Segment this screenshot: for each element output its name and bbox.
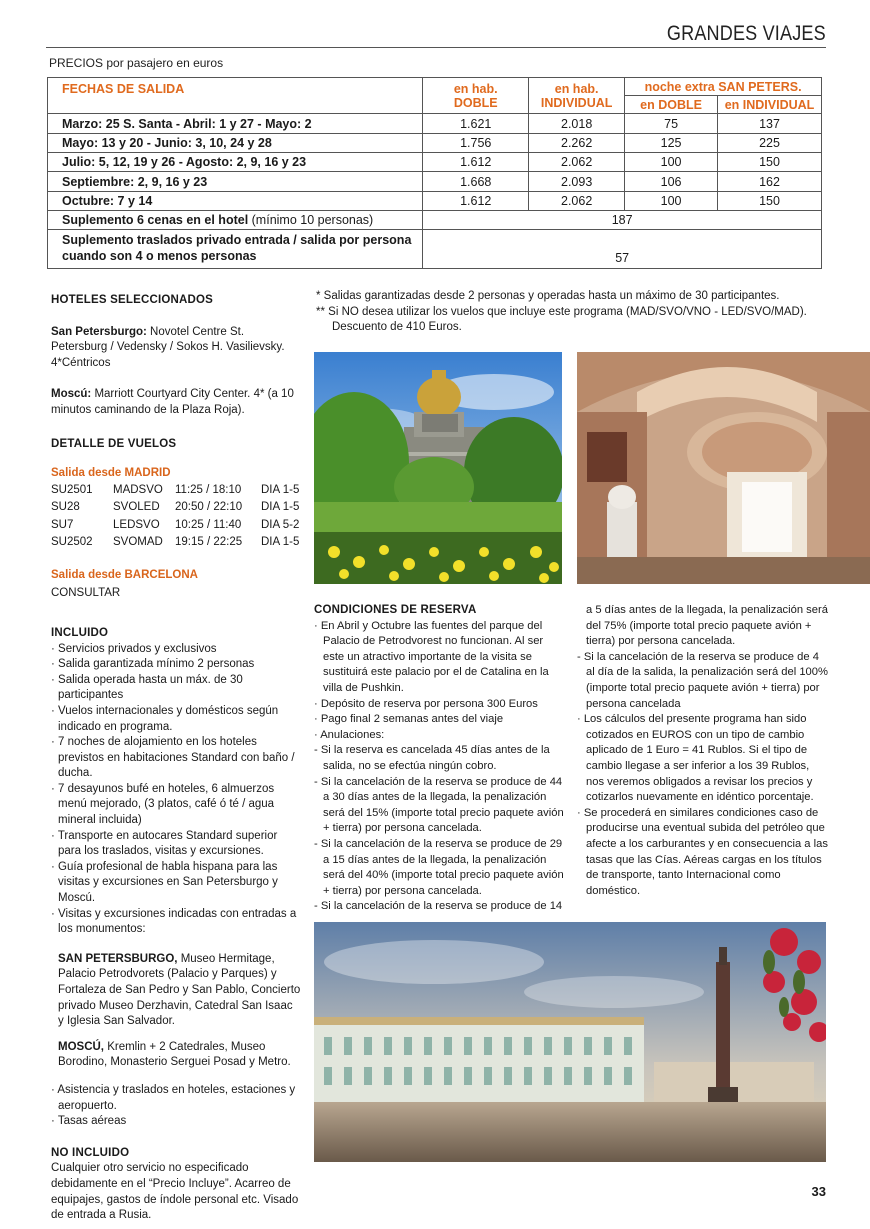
row-dates: Octubre: 7 y 14: [48, 192, 423, 211]
header-rule: [46, 47, 826, 48]
supplement-dinners-value: 187: [423, 211, 822, 230]
row-dates: Mayo: 13 y 20 - Junio: 3, 10, 24 y 28: [48, 134, 423, 153]
condition-item: - Si la cancelación de la reserva se produce de 29 a 15 días antes de la llegada, la penalización será del 40% (importe total precio paquete avión + tierra) por persona cancelada.: [314, 837, 564, 897]
row-extra-single: 150: [718, 153, 822, 172]
row-single: 2.062: [529, 153, 625, 172]
row-extra-single: 225: [718, 134, 822, 153]
not-included-heading: NO INCLUIDO: [51, 1146, 130, 1159]
row-extra-single: 150: [718, 192, 822, 211]
page-number: 33: [811, 1184, 826, 1199]
list-item: · 7 desayunos bufé en hoteles, 6 almuerzos menú mejorado, (3 platos, café ó té / agua mineral incluida): [51, 782, 301, 829]
flight-route: LEDSVO: [113, 518, 160, 531]
flight-times: 10:25 / 11:40: [175, 518, 242, 531]
included-spb-text: Museo Hermitage, Palacio Petrodvorets (Palacio y Parques) y Fortaleza de San Pedro y San Pablo, Concierto privado Museo Derzhavin, Catedral San Isaac y Iglesia San Salvador.: [58, 952, 301, 1028]
condition-item: · Depósito de reserva por persona 300 Euros: [314, 697, 538, 710]
palace-square-image: [314, 922, 826, 1162]
flight-times: 11:25 / 18:10: [175, 483, 242, 496]
flight-row: [51, 534, 301, 552]
photo-hermitage-interior: [577, 352, 870, 584]
condition-item: a 5 días antes de la llegada, la penalización será del 75% (importe total precio paquete avión + tierra) por persona cancelada.: [586, 604, 828, 648]
flight-days: DIA 1-5: [261, 536, 300, 549]
list-item: · Tasas aéreas: [51, 1114, 301, 1130]
supplement-dinners-note: (mínimo 10 personas): [248, 213, 374, 227]
price-row: [48, 172, 822, 192]
col-header-extra-night: noche extra SAN PETERS.: [625, 78, 822, 96]
list-item: · Asistencia y traslados en hoteles, estaciones y aeropuerto.: [51, 1083, 301, 1114]
list-item: · Salida garantizada mínimo 2 personas: [51, 657, 301, 673]
flights-heading: DETALLE DE VUELOS: [51, 437, 177, 450]
condition-item: - Si la cancelación de la reserva se produce de 44 a 30 días antes de la llegada, la penalización será del 15% (importe total precio paquete avión + tierra) por persona cancelada.: [314, 775, 564, 835]
header-title: GRANDES VIAJES: [667, 22, 826, 45]
list-item: · Vuelos internacionales y domésticos según indicado en programa.: [51, 704, 301, 735]
list-item: · Visitas y excursiones indicadas con entradas a los monumentos:: [51, 907, 301, 938]
col-header-extra-single: en INDIVIDUAL: [718, 96, 822, 114]
left-column: [51, 293, 301, 1224]
flights-barcelona-text: CONSULTAR: [51, 587, 121, 600]
included-spb-visits: [51, 952, 301, 1030]
col-header-extra-double: en DOBLE: [625, 96, 718, 114]
flight-code: SU2502: [51, 536, 93, 549]
flight-days: DIA 1-5: [261, 483, 300, 496]
row-double: 1.612: [423, 192, 529, 211]
flight-times: 20:50 / 22:10: [175, 501, 243, 514]
row-dates: Marzo: 25 S. Santa - Abril: 1 y 27 - Mayo: 2: [48, 114, 423, 134]
flight-code: SU7: [51, 518, 74, 531]
row-dates: Septiembre: 2, 9, 16 y 23: [48, 172, 423, 192]
conditions-column-1: [314, 603, 564, 915]
price-table: [47, 77, 822, 269]
flights-barcelona-heading: Salida desde BARCELONA: [51, 568, 198, 581]
hotels-spb-text: Novotel Centre St. Petersburg / Vedensky / Sokos H. Vasilievsky. 4*Céntricos: [51, 325, 285, 369]
conditions-heading: CONDICIONES DE RESERVA: [314, 604, 477, 616]
row-dates: Julio: 5, 12, 19 y 26 - Agosto: 2, 9, 16 y 23: [48, 153, 423, 172]
flight-days: DIA 1-5: [261, 501, 300, 514]
flight-days: DIA 5-2: [261, 518, 300, 531]
hotels-heading: HOTELES SELECCIONADOS: [51, 294, 214, 306]
included-spb-label: SAN PETERSBURGO,: [58, 952, 178, 965]
condition-item: - Si la cancelación de la reserva se produce de 14: [314, 900, 563, 913]
photo-palace-square: [314, 922, 826, 1162]
row-extra-double: 106: [625, 172, 718, 192]
list-item: · Servicios privados y exclusivos: [51, 642, 301, 658]
hotels-msk: [51, 387, 301, 418]
not-included-text: Cualquier otro servicio no especificado debidamente en el “Precio Incluye”. Acarreo de equipajes, gastos de índole personal etc. Visado de entrada a Rusia.: [51, 1162, 299, 1222]
row-double: 1.621: [423, 114, 529, 134]
flight-code: SU2501: [51, 483, 93, 496]
row-double: 1.668: [423, 172, 529, 192]
condition-item: · En Abril y Octubre las fuentes del parque del Palacio de Petrodvorest no funcionan. Al ser este un atractivo importante de la visita se sustituirá este palacio por el de Catalina en la villa de Pushkin.: [314, 619, 549, 694]
hermitage-interior-image: [577, 352, 870, 584]
hotels-spb: [51, 325, 301, 372]
condition-item: · Los cálculos del presente programa han sido cotizados en EUROS con un tipo de cambio aplicado de 1 Euro = 41 Rublos. Si el tipo de cambio llegase a ser inferior a los 39 Rublos, nos veremos obligados a revisar los precios y cotizarlos nuevamente en idéntico porcentaje.: [577, 713, 814, 804]
included-list-2: [51, 1083, 301, 1130]
flight-code: SU28: [51, 501, 80, 514]
hotels-msk-text: Marriott Courtyard City Center. 4* (a 10 minutos caminando de la Plaza Roja).: [51, 388, 294, 416]
supplement-dinners-name: Suplemento 6 cenas en el hotel: [62, 213, 249, 227]
footnote: * Salidas garantizadas desde 2 personas y operadas hasta un máximo de 30 participantes.: [316, 290, 780, 302]
supplement-row: [48, 211, 822, 230]
supplement-transfers-value: 57: [423, 230, 822, 269]
included-list: [51, 642, 301, 938]
col-header-double: en hab. DOBLE: [423, 78, 529, 114]
conditions-column-2: [577, 603, 829, 899]
row-extra-single: 137: [718, 114, 822, 134]
row-single: 2.093: [529, 172, 625, 192]
included-msk-label: MOSCÚ,: [58, 1040, 104, 1053]
condition-item: · Se procederá en similares condiciones caso de producirse una eventual subida del petróleo que afecte a los carburantes y en consecuencia a las tasas que las Cías. Aéreas cargas en los títulos de transporte, tanto Internacional como doméstico.: [577, 806, 828, 897]
condition-item: - Si la reserva es cancelada 45 días antes de la salida, no se efectúa ningún cobro.: [314, 744, 550, 772]
supplement-transfers-name: Suplemento traslados privado entrada / salida por persona cuando son 4 o menos personas: [48, 230, 423, 269]
footnote: ** Si NO desea utilizar los vuelos que incluye este programa (MAD/SVO/VNO - LED/SVO/MAD). Descuento de 410 Euros.: [316, 305, 807, 333]
flight-row: [51, 482, 301, 500]
st-isaac-cathedral-image: [314, 352, 562, 584]
price-row: [48, 134, 822, 153]
flight-route: MADSVO: [113, 483, 163, 496]
list-item: · Transporte en autocares Standard superior para los traslados, visitas y excursiones.: [51, 829, 301, 860]
supplement-row: [48, 230, 822, 269]
row-extra-double: 125: [625, 134, 718, 153]
condition-item: · Pago final 2 semanas antes del viaje: [314, 713, 504, 726]
supplement-dinners: [48, 211, 423, 230]
flight-route: SVOMAD: [113, 536, 163, 549]
row-extra-double: 75: [625, 114, 718, 134]
flight-route: SVOLED: [113, 501, 160, 514]
row-single: 2.262: [529, 134, 625, 153]
row-extra-single: 162: [718, 172, 822, 192]
col-header-single: en hab. INDIVIDUAL: [529, 78, 625, 114]
condition-item: - Si la cancelación de la reserva se produce de 4 al día de la salida, la penalización será del 100% (importe total precio paquete avión + tierra) por persona cancelada: [577, 650, 828, 710]
footnotes: [316, 289, 816, 336]
included-msk-visits: [51, 1040, 301, 1071]
included-heading: INCLUIDO: [51, 626, 109, 639]
price-row: [48, 192, 822, 211]
list-item: · Guía profesional de habla hispana para las visitas y excursiones en San Petersburgo y Moscú.: [51, 860, 301, 907]
row-double: 1.612: [423, 153, 529, 172]
included-msk-text: Kremlin + 2 Catedrales, Museo Borodino, Monasterio Serguei Posad y Metro.: [58, 1040, 291, 1069]
row-extra-double: 100: [625, 192, 718, 211]
list-item: · Salida operada hasta un máx. de 30 participantes: [51, 673, 301, 704]
row-double: 1.756: [423, 134, 529, 153]
flight-row: [51, 499, 301, 517]
row-single: 2.062: [529, 192, 625, 211]
prices-label: PRECIOS por pasajero en euros: [49, 56, 224, 70]
flights-madrid-heading: Salida desde MADRID: [51, 467, 171, 480]
price-row: [48, 153, 822, 172]
flight-list: [51, 482, 301, 552]
col-header-dates: FECHAS DE SALIDA: [48, 78, 423, 114]
price-row: [48, 114, 822, 134]
flight-times: 19:15 / 22:25: [175, 536, 243, 549]
hotels-msk-label: Moscú:: [51, 388, 92, 401]
row-extra-double: 100: [625, 153, 718, 172]
flight-row: [51, 517, 301, 535]
photo-st-isaac-cathedral: [314, 352, 562, 584]
list-item: · 7 noches de alojamiento en los hoteles previstos en habitaciones Standard con baño / ducha.: [51, 735, 301, 782]
hotels-spb-label: San Petersburgo:: [51, 325, 147, 338]
condition-item: · Anulaciones:: [314, 728, 385, 741]
row-single: 2.018: [529, 114, 625, 134]
